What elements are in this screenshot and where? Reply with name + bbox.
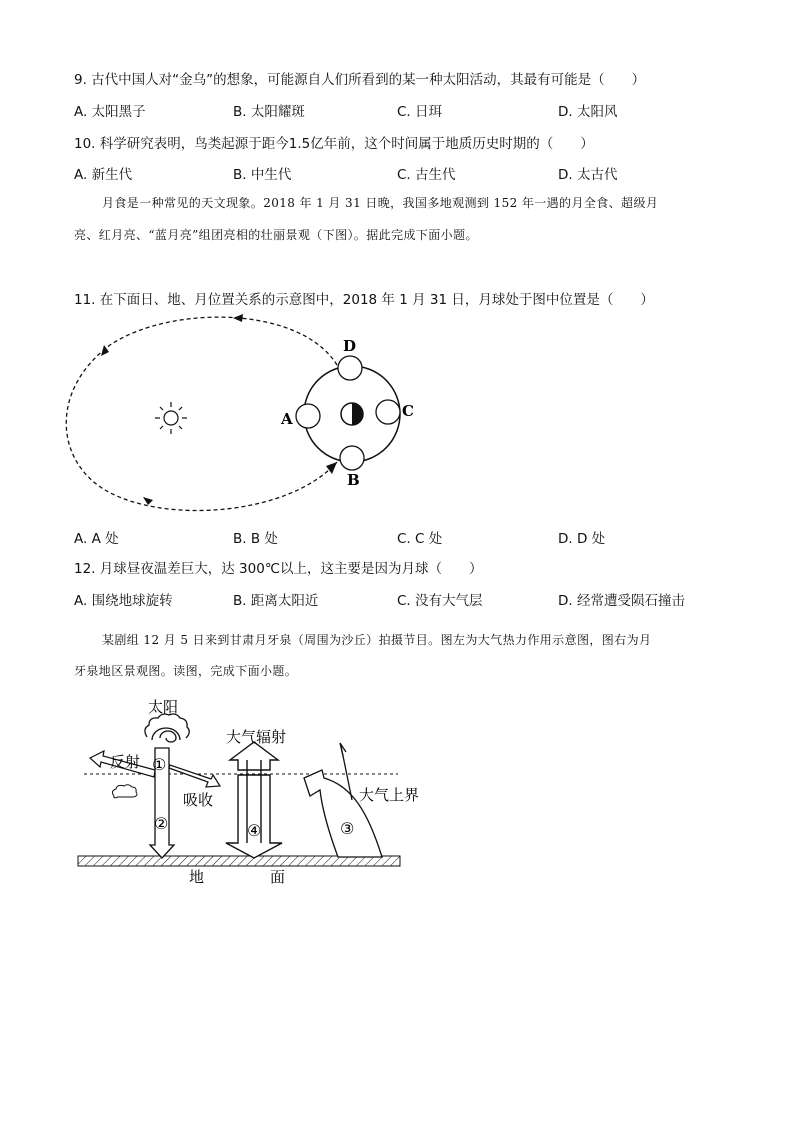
moon-position-a[interactable] <box>296 404 320 428</box>
label-c: C <box>402 402 414 420</box>
q11-option-d[interactable]: D. D 处 <box>558 531 606 547</box>
q10-option-c[interactable]: C. 古生代 <box>397 167 456 183</box>
q12-option-c[interactable]: C. 没有大气层 <box>397 593 483 609</box>
atmospheric-radiation-arrow <box>226 742 282 858</box>
sun-earth-moon-diagram <box>0 310 794 530</box>
earth-icon <box>341 403 363 425</box>
orbit-arrow-bottom <box>143 497 153 505</box>
q9-stem: 9. 古代中国人对“金乌”的想象，可能源自人们所看到的某一种太阳活动，其最有可能是（ ） <box>74 72 646 88</box>
q11-option-c[interactable]: C. C 处 <box>397 531 443 547</box>
label-b: B <box>347 471 360 489</box>
passage1-line1: 月食是一种常见的天文现象。2018 年 1 月 31 日晚，我国多地观测到 152 年一遇的月全食、超级月 <box>102 196 659 210</box>
moon-position-d[interactable] <box>338 356 362 380</box>
sun-icon <box>145 714 189 742</box>
absorption-arrow <box>169 765 220 787</box>
atm-radiation-label: 大气辐射 <box>226 728 287 746</box>
q11-stem: 11. 在下面日、地、月位置关系的示意图中，2018 年 1 月 31 日，月球处于图中位置是（ ） <box>74 292 654 308</box>
q12-option-d[interactable]: D. 经常遭受陨石撞击 <box>558 593 685 609</box>
q10-option-b[interactable]: B. 中生代 <box>233 167 292 183</box>
q10-option-a[interactable]: A. 新生代 <box>74 167 133 183</box>
orbit-arrow-top <box>233 314 243 322</box>
label-a: A <box>281 410 293 428</box>
q11-option-a[interactable]: A. A 处 <box>74 531 119 547</box>
q9-option-d[interactable]: D. 太阳风 <box>558 104 618 120</box>
sun-icon <box>155 402 187 434</box>
q11-option-b[interactable]: B. B 处 <box>233 531 278 547</box>
circled-4: ④ <box>247 821 262 840</box>
q9-option-b[interactable]: B. 太阳耀斑 <box>233 104 305 120</box>
passage2-line1: 某剧组 12 月 5 日来到甘肃月牙泉（周围为沙丘）拍摄节目。图左为大气热力作用示意图，图右为月 <box>102 633 652 647</box>
passage1-line2: 亮、红月亮、“蓝月亮”组团亮相的壮丽景观（下图）。据此完成下面小题。 <box>74 228 478 242</box>
q12-option-b[interactable]: B. 距离太阳近 <box>233 593 319 609</box>
q12-stem: 12. 月球昼夜温差巨大，达 300℃以上，这主要是因为月球（ ） <box>74 561 483 577</box>
q9-option-c[interactable]: C. 日珥 <box>397 104 443 120</box>
q12-option-a[interactable]: A. 围绕地球旋转 <box>74 593 173 609</box>
cloud-icon <box>112 785 137 798</box>
circled-1: ① <box>152 755 167 774</box>
absorb-label: 吸收 <box>183 791 214 809</box>
orbit-arrow-right <box>326 462 337 474</box>
atmospheric-heat-diagram <box>0 690 794 890</box>
q10-option-d[interactable]: D. 太古代 <box>558 167 618 183</box>
q10-stem: 10. 科学研究表明，鸟类起源于距今1.5亿年前，这个时间属于地质历史时期的（ ） <box>74 136 594 152</box>
sun-label: 太阳 <box>148 698 179 716</box>
label-d: D <box>343 337 357 355</box>
reflect-label: 反射 <box>110 753 141 771</box>
moon-position-b[interactable] <box>340 446 364 470</box>
moon-position-c[interactable] <box>376 400 400 424</box>
circled-2: ② <box>154 814 169 833</box>
q9-option-a[interactable]: A. 太阳黑子 <box>74 104 146 120</box>
ground-label-right: 面 <box>270 868 286 886</box>
atm-top-label: 大气上界 <box>359 786 420 804</box>
passage2-line2: 牙泉地区景观图。读图，完成下面小题。 <box>74 664 298 678</box>
circled-3: ③ <box>340 819 355 838</box>
ground-label-left: 地 <box>189 868 205 886</box>
